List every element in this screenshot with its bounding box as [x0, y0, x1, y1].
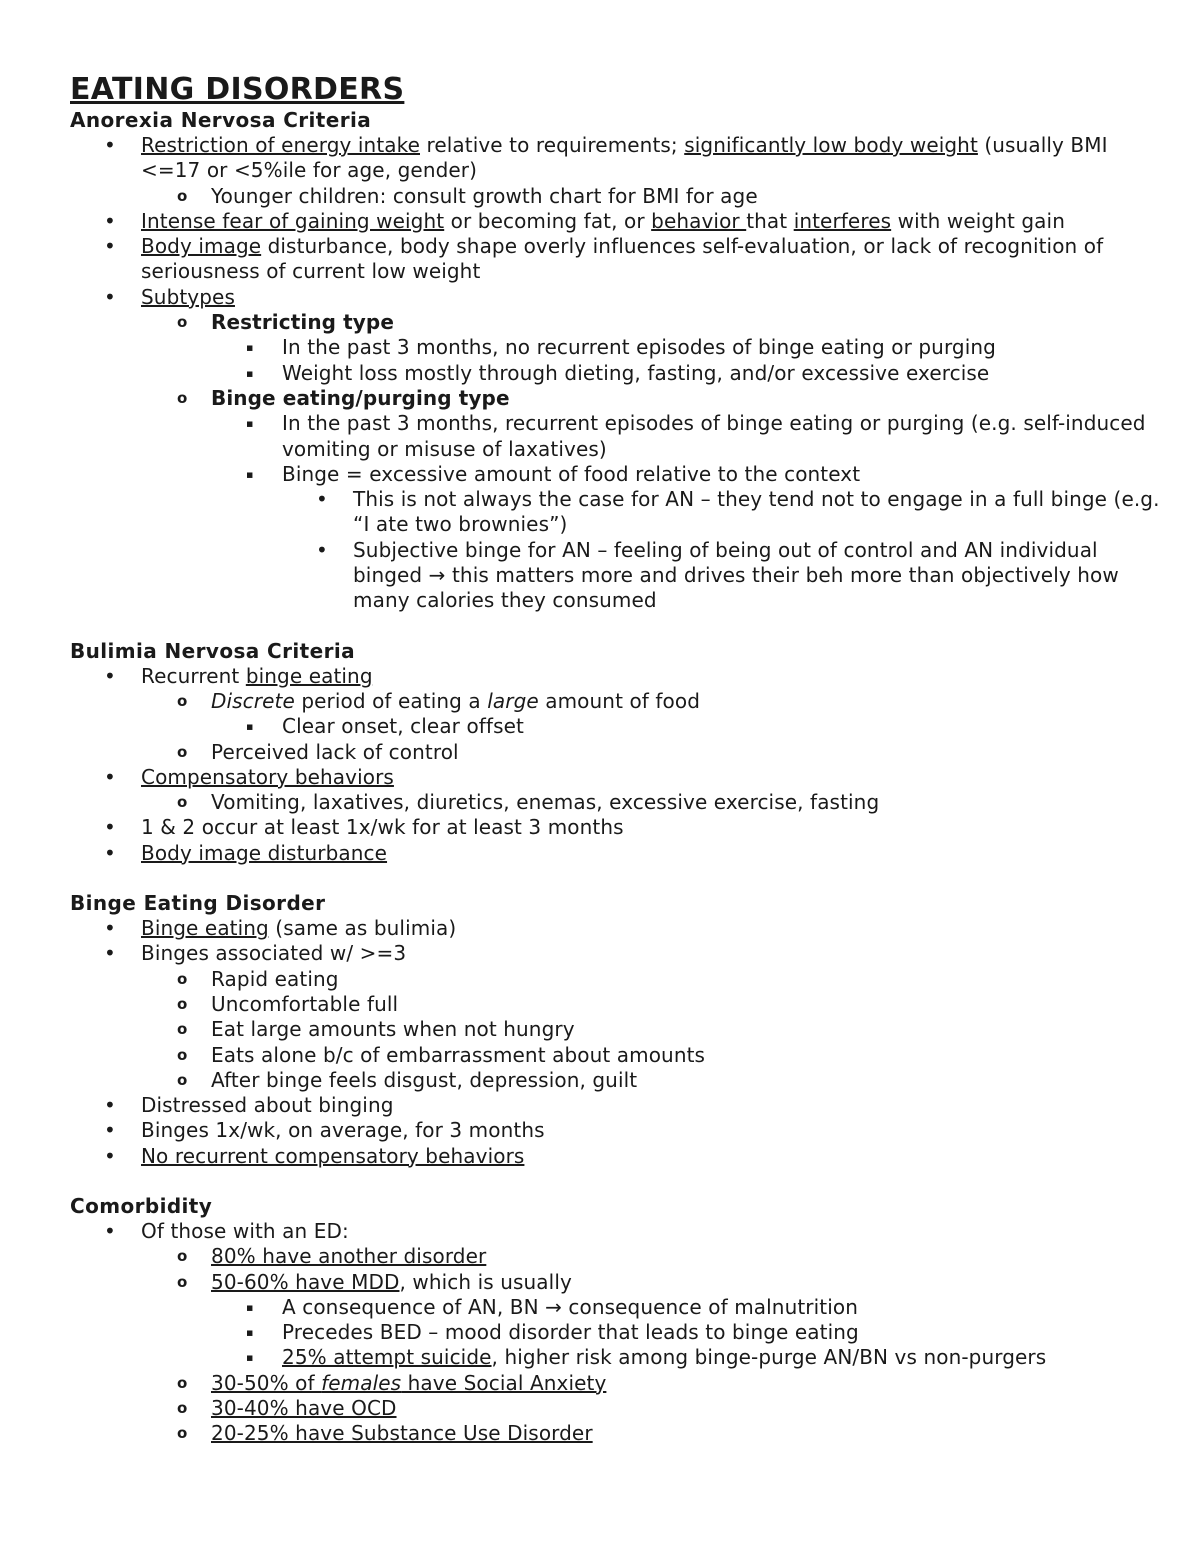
- text-run: Younger children: consult growth chart for BMI for age: [211, 183, 758, 208]
- bullet-icon: o: [177, 1424, 188, 1443]
- list-item: [70, 1093, 1160, 1118]
- bullet-icon: •: [104, 1118, 116, 1143]
- section-heading: Bulimia Nervosa Criteria: [70, 638, 355, 663]
- text-run: Binge eating/purging type: [211, 385, 510, 410]
- text-run: Subjective binge for AN – feeling of being out of control and AN individual binged → this matters more and drives their beh more than objectively how many calories they consumed: [353, 537, 1119, 613]
- bullet-icon: ▪: [246, 1300, 254, 1314]
- list-item-text: [211, 790, 879, 814]
- text-run: 50-60% have MDD: [211, 1269, 400, 1294]
- text-run: , higher risk among binge-purge AN/BN vs non-purgers: [491, 1345, 1047, 1370]
- bullet-icon: o: [177, 742, 188, 761]
- text-run: interferes: [793, 208, 892, 233]
- text-run: Binges 1x/wk, on average, for 3 months: [141, 1118, 545, 1143]
- list-item-text: [141, 1219, 349, 1243]
- text-run: Of those with an ED:: [141, 1218, 349, 1243]
- list-item-text: [211, 1371, 606, 1395]
- bullet-icon: o: [177, 1272, 188, 1291]
- section-heading: Comorbidity: [70, 1193, 213, 1218]
- text-run: 1 & 2 occur at least 1x/wk for at least 3 months: [141, 815, 624, 840]
- list-item: [70, 664, 1160, 689]
- text-run: females: [321, 1370, 402, 1395]
- text-run: Eat large amounts when not hungry: [211, 1017, 575, 1042]
- list-item: [70, 740, 1160, 765]
- text-run: with weight gain: [891, 208, 1065, 233]
- list-item-text: [211, 1270, 572, 1294]
- text-run: behavior: [651, 208, 747, 233]
- bullet-icon: o: [177, 1247, 188, 1266]
- list-item: [70, 841, 1160, 866]
- text-run: After binge feels disgust, depression, guilt: [211, 1067, 638, 1092]
- list-item-text: [282, 1345, 1046, 1369]
- list-item-text: [282, 462, 860, 486]
- list-item: [70, 765, 1160, 790]
- bullet-icon: •: [104, 284, 116, 309]
- list-item: [70, 916, 1160, 941]
- text-run: Binge = excessive amount of food relative to the context: [282, 461, 861, 486]
- bullet-icon: •: [104, 133, 116, 157]
- list-item-text: [282, 361, 989, 385]
- bullet-icon: o: [177, 1373, 188, 1392]
- list-item: [70, 184, 1160, 209]
- bullet-icon: •: [316, 537, 328, 562]
- sections-container: [70, 108, 1160, 1447]
- bullet-icon: o: [177, 1399, 188, 1418]
- bullet-icon: •: [104, 1093, 116, 1118]
- bullet-icon: •: [104, 208, 116, 233]
- text-run: No recurrent compensatory behaviors: [141, 1143, 525, 1168]
- list-item: [70, 1017, 1160, 1042]
- bullet-icon: •: [104, 1218, 116, 1243]
- list-item: [70, 967, 1160, 992]
- list-item: [70, 1345, 1160, 1370]
- text-run: relative to requirements;: [420, 133, 685, 157]
- bullet-icon: •: [104, 815, 116, 840]
- section-heading: Binge Eating Disorder: [70, 891, 326, 916]
- list-item: [70, 335, 1160, 360]
- list-item-text: [211, 967, 339, 991]
- text-run: Intense fear of gaining weight: [141, 208, 445, 233]
- list-item-text: [211, 386, 510, 410]
- bullet-icon: o: [177, 1020, 188, 1039]
- list-item: [70, 1219, 1160, 1244]
- text-run: In the past 3 months, recurrent episodes of binge eating or purging (e.g. self-induced vomiting or misuse of laxatives): [282, 411, 1146, 461]
- bullet-icon: ▪: [246, 1326, 254, 1340]
- list-item: [70, 714, 1160, 739]
- bullet-icon: ▪: [246, 467, 254, 481]
- text-run: A consequence of AN, BN → consequence of malnutrition: [282, 1294, 858, 1319]
- text-run: Body image: [141, 234, 262, 259]
- list-item: [70, 234, 1160, 285]
- text-run: Perceived lack of control: [211, 739, 459, 764]
- text-run: Rapid eating: [211, 966, 339, 991]
- list-item: [70, 462, 1160, 487]
- text-run: 20-25% have Substance Use Disorder: [211, 1421, 593, 1446]
- text-run: Restriction of energy intake: [141, 133, 420, 157]
- list-item-text: [353, 538, 1119, 613]
- list-item: [70, 941, 1160, 966]
- list-item-text: [211, 1244, 486, 1268]
- bullet-icon: •: [104, 764, 116, 789]
- list-item-text: [211, 310, 394, 334]
- list-item-text: [141, 1144, 524, 1168]
- text-run: Uncomfortable full: [211, 991, 399, 1016]
- list-item-text: [282, 714, 524, 738]
- bullet-icon: •: [316, 487, 328, 512]
- text-run: Eats alone b/c of embarrassment about amounts: [211, 1042, 706, 1067]
- list-item: [70, 411, 1160, 462]
- bullet-icon: o: [177, 691, 188, 710]
- list-item-text: [211, 992, 398, 1016]
- list-item: [70, 133, 1160, 184]
- text-run: Discrete: [211, 688, 295, 713]
- list-item: [70, 1371, 1160, 1396]
- bullet-icon: ▪: [246, 366, 254, 380]
- list-item-text: [211, 740, 459, 764]
- text-run: Vomiting, laxatives, diuretics, enemas, excessive exercise, fasting: [211, 790, 880, 815]
- list-item: [70, 1421, 1160, 1446]
- list-item-text: [141, 209, 1065, 233]
- list-item-text: [282, 1295, 858, 1319]
- list-item: [70, 1043, 1160, 1068]
- list-item-text: [141, 664, 373, 688]
- bullet-icon: o: [177, 186, 188, 205]
- list-item-text: [211, 689, 700, 713]
- text-run: Distressed about binging: [141, 1093, 394, 1118]
- list-item: [70, 689, 1160, 714]
- bullet-icon: •: [104, 663, 116, 688]
- text-run: Compensatory behaviors: [141, 764, 394, 789]
- bullet-icon: o: [177, 313, 188, 332]
- list-item: [70, 310, 1160, 335]
- list-item-text: [211, 1068, 637, 1092]
- text-run: , which is usually: [399, 1269, 572, 1294]
- bullet-icon: o: [177, 969, 188, 988]
- text-run: (same as bulimia): [268, 916, 457, 941]
- list-item-text: [141, 234, 1103, 283]
- list-item: [70, 1244, 1160, 1269]
- list-item: [70, 1320, 1160, 1345]
- bullet-icon: ▪: [246, 720, 254, 734]
- text-run: Recurrent: [141, 663, 246, 688]
- bullet-icon: o: [177, 793, 188, 812]
- list-item: [70, 487, 1160, 538]
- list-item: [70, 386, 1160, 411]
- text-run: Subtypes: [141, 284, 235, 309]
- list-item-text: [211, 184, 758, 208]
- list-item-text: [211, 1421, 593, 1445]
- text-run: amount of food: [538, 688, 701, 713]
- text-run: that: [746, 208, 794, 233]
- list-item: [70, 815, 1160, 840]
- document-page: [70, 72, 1160, 1447]
- bullet-icon: •: [104, 941, 116, 966]
- text-run: Body image disturbance: [141, 840, 388, 865]
- text-run: Weight loss mostly through dieting, fasting, and/or excessive exercise: [282, 360, 990, 385]
- bullet-icon: o: [177, 994, 188, 1013]
- list-item-text: [282, 411, 1146, 460]
- text-run: 80% have another disorder: [211, 1244, 487, 1269]
- text-run: large: [487, 688, 539, 713]
- text-run: 30-50% of: [211, 1370, 322, 1395]
- text-run: binge eating: [245, 663, 373, 688]
- text-run: Precedes BED – mood disorder that leads to binge eating: [282, 1320, 859, 1345]
- list-item: [70, 285, 1160, 310]
- list-item-text: [282, 335, 996, 359]
- list-item-text: [141, 841, 387, 865]
- text-run: Clear onset, clear offset: [282, 714, 524, 739]
- list-item: [70, 1270, 1160, 1295]
- text-run: This is not always the case for AN – they tend not to engage in a full binge (e.g. “I ate two brownies”): [353, 487, 1160, 537]
- section-heading: Anorexia Nervosa Criteria: [70, 108, 372, 132]
- text-run: (usually BMI <=17 or <5%ile for age, gender): [141, 133, 1108, 183]
- list-item-text: [353, 487, 1160, 536]
- bullet-icon: ▪: [246, 417, 254, 431]
- list-item-text: [141, 815, 624, 839]
- list-item: [70, 1144, 1160, 1169]
- bullet-icon: •: [104, 916, 116, 941]
- list-item-text: [141, 916, 456, 940]
- list-item-text: [141, 133, 1108, 182]
- bullet-icon: ▪: [246, 1351, 254, 1365]
- bullet-icon: ▪: [246, 341, 254, 355]
- text-run: In the past 3 months, no recurrent episodes of binge eating or purging: [282, 335, 996, 360]
- list-item-text: [211, 1396, 397, 1420]
- list-item-text: [141, 285, 235, 309]
- text-run: 30-40% have OCD: [211, 1396, 397, 1421]
- text-run: Binges associated w/ >=3: [141, 941, 407, 966]
- list-item-text: [141, 1093, 394, 1117]
- list-item: [70, 538, 1160, 614]
- text-run: period of eating a: [294, 688, 488, 713]
- text-run: have Social Anxiety: [401, 1370, 607, 1395]
- bullet-icon: •: [104, 1143, 116, 1168]
- text-run: 25% attempt suicide: [282, 1345, 492, 1370]
- list-item: [70, 1118, 1160, 1143]
- list-item-text: [141, 1118, 545, 1142]
- text-run: Binge eating: [141, 916, 269, 941]
- bullet-icon: •: [104, 234, 116, 259]
- list-item: [70, 1295, 1160, 1320]
- list-item-text: [211, 1017, 575, 1041]
- text-run: disturbance, body shape overly influences self-evaluation, or lack of recognition of seriousness of current low weight: [141, 234, 1104, 284]
- list-item: [70, 1068, 1160, 1093]
- list-item-text: [141, 941, 406, 965]
- list-item: [70, 361, 1160, 386]
- text-run: Restricting type: [211, 310, 395, 335]
- list-item: [70, 1396, 1160, 1421]
- bullet-icon: o: [177, 1070, 188, 1089]
- list-item-text: [211, 1043, 705, 1067]
- list-item: [70, 790, 1160, 815]
- page-title: EATING DISORDERS: [70, 72, 405, 107]
- bullet-icon: •: [104, 840, 116, 865]
- list-item: [70, 992, 1160, 1017]
- bullet-icon: o: [177, 388, 188, 407]
- list-item: [70, 209, 1160, 234]
- bullet-icon: o: [177, 1045, 188, 1064]
- list-item-text: [141, 765, 394, 789]
- list-item-text: [282, 1320, 859, 1344]
- text-run: or becoming fat, or: [444, 208, 652, 233]
- text-run: significantly low body weight: [684, 133, 978, 157]
